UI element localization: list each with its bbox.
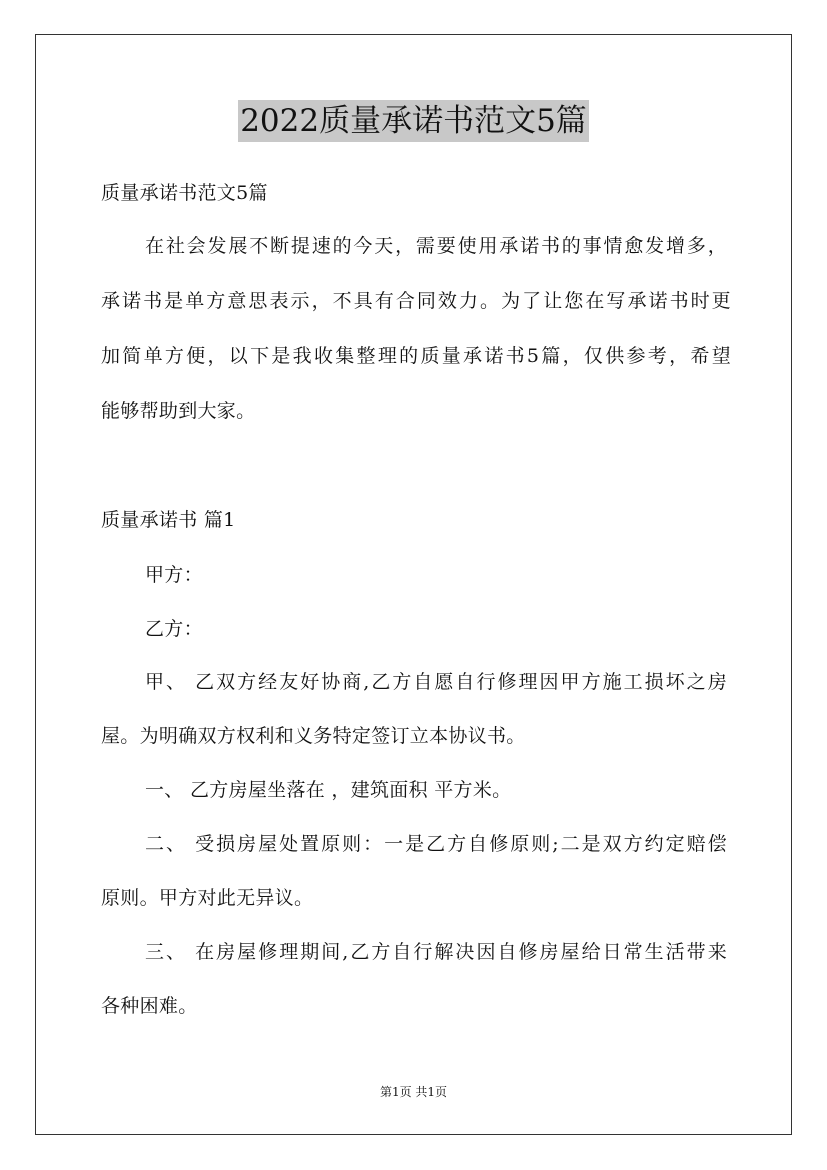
- para1-line-2: 屋。为明确双方权利和义务特定签订立本协议书。: [101, 725, 526, 747]
- intro-line-1: 在社会发展不断提速的今天，需要使用承诺书的事情愈发增多，: [145, 235, 727, 257]
- item-1: 一、 乙方房屋坐落在 ，建筑面积 平方米。: [145, 779, 512, 801]
- page-footer: 第1页 共1页: [379, 1085, 448, 1099]
- party-b-label: 乙方：: [145, 618, 203, 640]
- party-a-label: 甲方：: [145, 564, 203, 586]
- document-title: [0, 100, 827, 142]
- intro-line-2: 承诺书是单方意思表示，不具有合同效力。为了让您在写承诺书时更: [101, 290, 731, 312]
- document-title-text: 2022质量承诺书范文5篇: [238, 100, 589, 142]
- document-subtitle: 质量承诺书范文5篇: [101, 182, 268, 204]
- item-2-line-2: 原则。甲方对此无异议。: [101, 887, 314, 909]
- intro-line-3: 加简单方便，以下是我收集整理的质量承诺书5篇，仅供参考，希望: [101, 345, 731, 367]
- item-3-line-2: 各种困难。: [101, 995, 198, 1017]
- item-3-line-1: 三、 在房屋修理期间,乙方自行解决因自修房屋给日常生活带来: [145, 941, 727, 963]
- section-heading: 质量承诺书 篇1: [101, 509, 236, 531]
- intro-line-4: 能够帮助到大家。: [101, 400, 256, 422]
- para1-line-1: 甲、 乙双方经友好协商,乙方自愿自行修理因甲方施工损坏之房: [145, 671, 727, 693]
- item-2-line-1: 二、 受损房屋处置原则：一是乙方自修原则;二是双方约定赔偿: [145, 833, 727, 855]
